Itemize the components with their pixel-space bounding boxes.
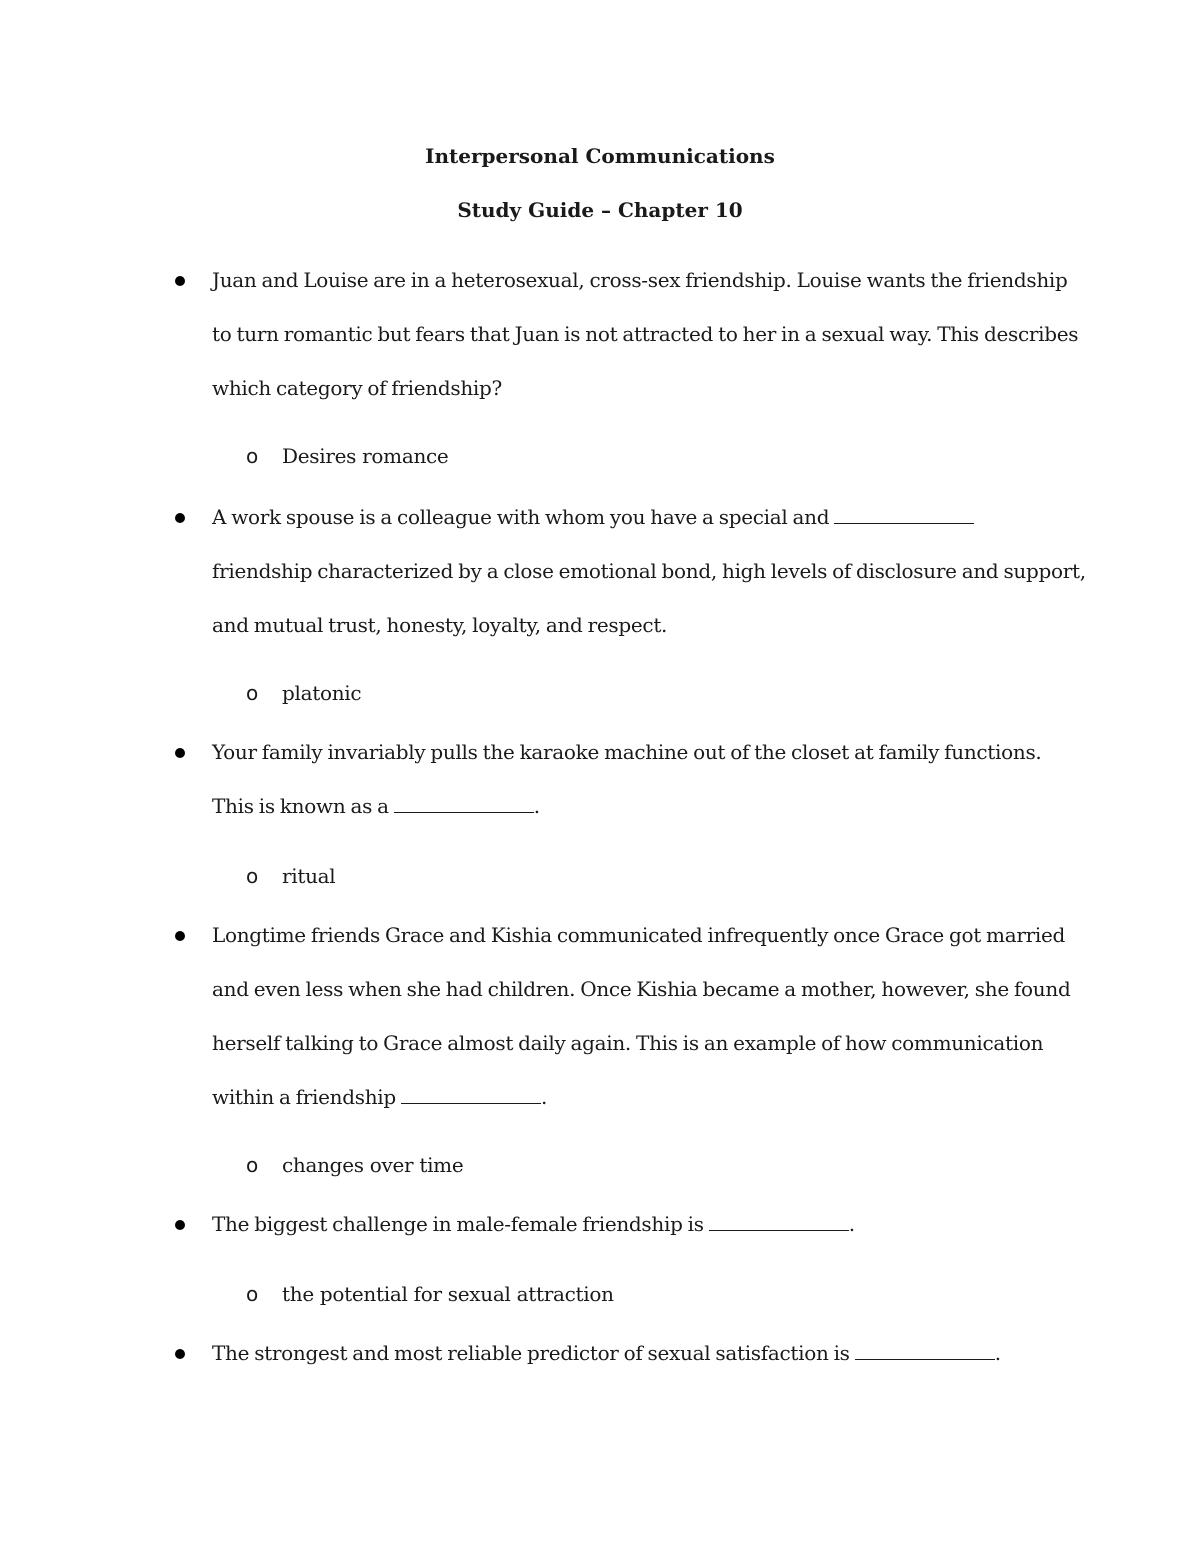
question-1-line-2: to turn romantic but fears that Juan is not attracted to her in a sexual way. This describes — [212, 322, 1079, 346]
question-4-end: . — [540, 1085, 547, 1109]
answer-blank — [401, 1087, 541, 1104]
document-title: Interpersonal Communications — [425, 144, 775, 168]
question-3-end: . — [533, 794, 540, 818]
question-4-text: within a friendship — [212, 1085, 396, 1109]
question-2-line-2: friendship characterized by a close emotional bond, high levels of disclosure and support, — [212, 559, 1086, 583]
question-3-line-1: Your family invariably pulls the karaoke machine out of the closet at family functions. — [212, 740, 1042, 764]
question-1 — [212, 253, 1079, 415]
question-4-line-3: herself talking to Grace almost daily again. This is an example of how communication — [212, 1031, 1044, 1055]
question-5-line-1 — [212, 1197, 1072, 1251]
question-4-line-4 — [212, 1070, 1072, 1124]
question-5-end: . — [848, 1212, 855, 1236]
sub-bullet-icon: o — [246, 681, 259, 705]
answer-5: the potential for sexual attraction — [282, 1282, 614, 1306]
question-3 — [212, 725, 1072, 833]
question-4-line-2: and even less when she had children. Once Kishia became a mother, however, she found — [212, 977, 1071, 1001]
question-1-line-3: which category of friendship? — [212, 376, 502, 400]
answer-2: platonic — [282, 681, 362, 705]
bullet-icon — [175, 276, 185, 286]
question-4-line-1: Longtime friends Grace and Kishia communicated infrequently once Grace got married — [212, 923, 1065, 947]
question-5 — [212, 1197, 1072, 1251]
question-6-text: The strongest and most reliable predictor of sexual satisfaction is — [212, 1341, 850, 1365]
question-2 — [212, 490, 1086, 652]
question-2-text: A work spouse is a colleague with whom you have a special and — [212, 505, 830, 529]
answer-blank — [855, 1343, 995, 1360]
question-6-line-1 — [212, 1326, 1072, 1380]
question-6 — [212, 1326, 1072, 1380]
answer-blank — [834, 507, 974, 524]
answer-3: ritual — [282, 864, 336, 888]
question-1-line-1: Juan and Louise are in a heterosexual, cross-sex friendship. Louise wants the friendship — [212, 268, 1068, 292]
sub-bullet-icon: o — [246, 444, 259, 468]
bullet-icon — [175, 1349, 185, 1359]
question-5-text: The biggest challenge in male-female friendship is — [212, 1212, 704, 1236]
bullet-icon — [175, 1220, 185, 1230]
answer-blank — [709, 1214, 849, 1231]
answer-blank — [394, 796, 534, 813]
question-3-text: This is known as a — [212, 794, 389, 818]
bullet-icon — [175, 931, 185, 941]
sub-bullet-icon: o — [246, 1153, 259, 1177]
question-3-line-2 — [212, 779, 1072, 833]
bullet-icon — [175, 748, 185, 758]
answer-1: Desires romance — [282, 444, 449, 468]
bullet-icon — [175, 513, 185, 523]
question-2-line-1 — [212, 490, 1072, 544]
question-2-line-3: and mutual trust, honesty, loyalty, and respect. — [212, 613, 668, 637]
question-6-end: . — [994, 1341, 1001, 1365]
sub-bullet-icon: o — [246, 864, 259, 888]
sub-bullet-icon: o — [246, 1282, 259, 1306]
answer-4: changes over time — [282, 1153, 464, 1177]
document-subtitle: Study Guide – Chapter 10 — [457, 198, 743, 222]
question-4 — [212, 908, 1072, 1124]
